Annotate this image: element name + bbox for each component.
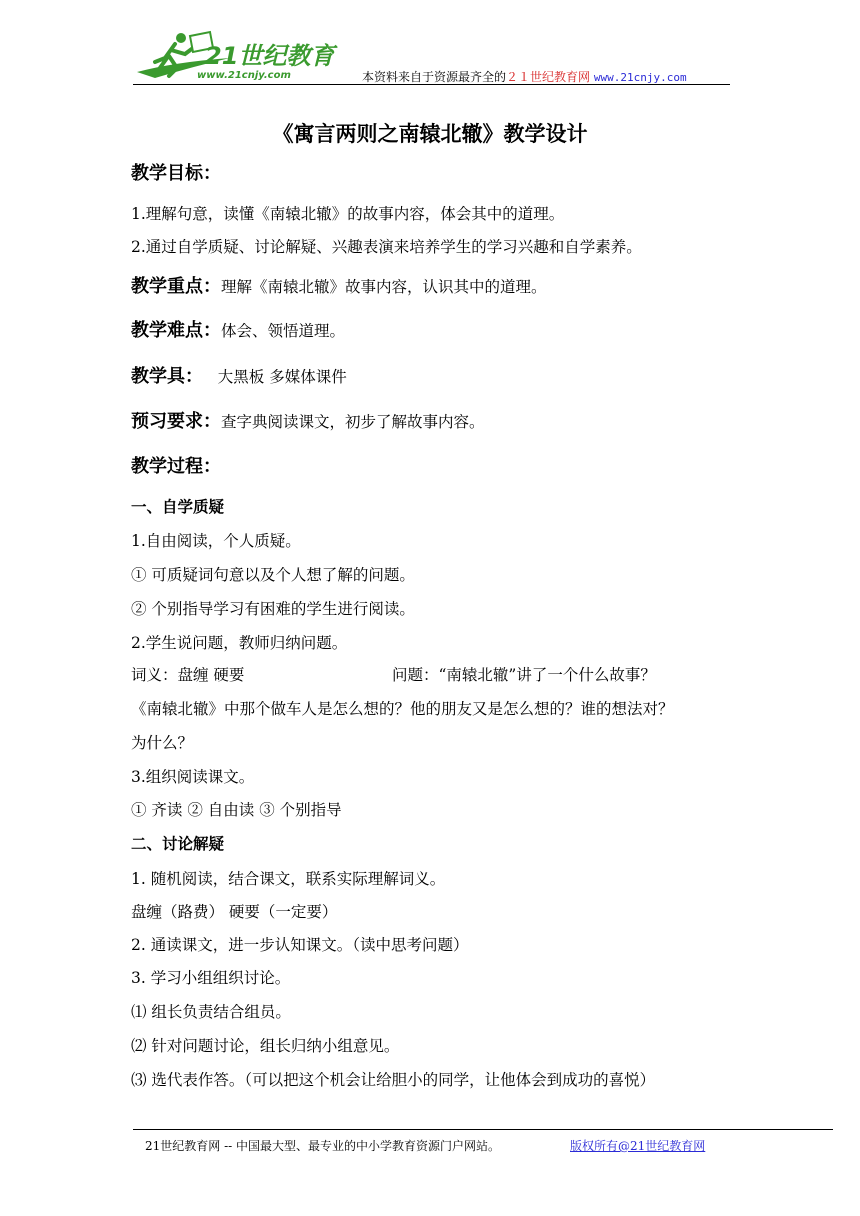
svg-text:21世纪教育: 21世纪教育: [205, 42, 335, 70]
s2-line-5: ⑴ 组长负责结合组员。: [131, 1003, 291, 1021]
s1-line-3: ② 个别指导学习有困难的学生进行阅读。: [131, 600, 415, 618]
notice-url-link[interactable]: www.21cnjy.com: [593, 71, 687, 84]
header-notice: [362, 68, 687, 85]
header-divider: [133, 84, 730, 85]
document-title: 《寓言两则之南辕北辙》教学设计: [272, 122, 588, 146]
s1-line-7: 为什么？: [131, 734, 194, 752]
tools-line: 教学具： 大黑板 多媒体课件: [131, 366, 347, 387]
s1-line-5a: 词义：盘缠 硬要: [131, 666, 245, 684]
s1-line-9: ① 齐读 ② 自由读 ③ 个别指导: [131, 801, 342, 819]
runner-logo-icon: [135, 28, 345, 84]
footer-text: 21世纪教育网 -- 中国最大型、最专业的中小学教育资源门户网站。: [145, 1139, 501, 1153]
s1-line-8: 3.组织阅读课文。: [131, 768, 255, 786]
key-point-line: 教学重点：理解《南辕北辙》故事内容，认识其中的道理。: [131, 276, 547, 297]
process-heading: 教学过程：: [131, 456, 221, 477]
s1-line-6: 《南辕北辙》中那个做车人是怎么想的？他的朋友又是怎么想的？谁的想法对？: [131, 700, 674, 718]
s2-line-6: ⑵ 针对问题讨论，组长归纳小组意见。: [131, 1037, 400, 1055]
s2-line-7: ⑶ 选代表作答。（可以把这个机会让给胆小的同学，让他体会到成功的喜悦）: [131, 1071, 656, 1089]
s2-line-3: 2. 通读课文，进一步认知课文。（读中思考问题）: [131, 936, 469, 954]
svg-text:www.21cnjy.com: www.21cnjy.com: [197, 70, 291, 81]
goal-line-2: 2.通过自学质疑、讨论解疑、兴趣表演来培养学生的学习兴趣和自学素养。: [131, 238, 642, 256]
s2-line-4: 3. 学习小组组织讨论。: [131, 969, 291, 987]
preview-line: 预习要求：查字典阅读课文，初步了解故事内容。: [131, 411, 485, 432]
section-2-heading: 二、讨论解疑: [131, 835, 225, 853]
footer-divider: [133, 1129, 833, 1130]
difficulty-line: 教学难点：体会、领悟道理。: [131, 320, 346, 341]
goals-heading: 教学目标：: [131, 163, 221, 184]
s1-line-2: ① 可质疑词句意以及个人想了解的问题。: [131, 566, 415, 584]
site-logo: [135, 28, 345, 84]
s1-line-1: 1.自由阅读，个人质疑。: [131, 532, 301, 550]
section-1-heading: 一、自学质疑: [131, 498, 225, 516]
s2-line-2: 盘缠（路费） 硬要（一定要）: [131, 903, 338, 921]
s2-line-1: 1. 随机阅读，结合课文，联系实际理解词义。: [131, 870, 446, 888]
footer-copyright-link[interactable]: 版权所有@21世纪教育网: [570, 1139, 706, 1153]
goal-line-1: 1.理解句意，读懂《南辕北辙》的故事内容，体会其中的道理。: [131, 205, 565, 223]
s1-line-4: 2.学生说问题，教师归纳问题。: [131, 634, 348, 652]
notice-site-link[interactable]: ２１世纪教育网: [506, 70, 591, 84]
notice-prefix: 本资料来自于资源最齐全的: [362, 70, 507, 84]
s1-line-5b: 问题：“南辕北辙”讲了一个什么故事？: [392, 666, 656, 684]
